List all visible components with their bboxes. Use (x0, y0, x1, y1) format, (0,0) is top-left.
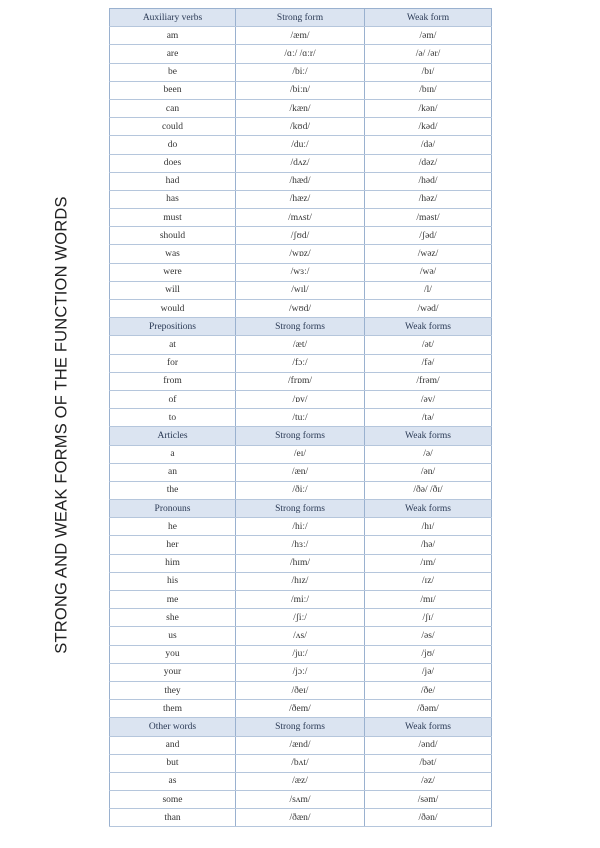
strong-form-cell: /hæz/ (236, 190, 365, 208)
column-header-weak-form: Weak forms (365, 318, 492, 336)
table-row (110, 118, 492, 136)
strong-form-cell: /ðiː/ (236, 481, 365, 499)
word-cell: his (110, 572, 236, 590)
column-header-word: Auxiliary verbs (110, 9, 236, 27)
strong-form-cell: /ænd/ (236, 736, 365, 754)
table-row (110, 591, 492, 609)
word-cell: does (110, 154, 236, 172)
table-row (110, 263, 492, 281)
word-cell: he (110, 518, 236, 536)
strong-form-cell: /miː/ (236, 591, 365, 609)
column-header-strong-form: Strong form (236, 9, 365, 27)
weak-form-cell: /wəd/ (365, 300, 492, 318)
strong-form-cell: /wɜː/ (236, 263, 365, 281)
word-cell: be (110, 63, 236, 81)
table-row (110, 154, 492, 172)
strong-form-cell: /hɜː/ (236, 536, 365, 554)
strong-form-cell: /ðem/ (236, 700, 365, 718)
table-row (110, 227, 492, 245)
table-row (110, 772, 492, 790)
table-row (110, 409, 492, 427)
weak-form-cell: /kəd/ (365, 118, 492, 136)
table-row (110, 609, 492, 627)
strong-form-cell: /ɒv/ (236, 390, 365, 408)
strong-form-cell: /ʃʊd/ (236, 227, 365, 245)
word-cell: could (110, 118, 236, 136)
table-row (110, 572, 492, 590)
weak-form-cell: /ə/ /ər/ (365, 45, 492, 63)
word-cell: him (110, 554, 236, 572)
weak-form-cell: /ðəm/ (365, 700, 492, 718)
word-cell: she (110, 609, 236, 627)
word-cell: an (110, 463, 236, 481)
weak-form-cell: /bət/ (365, 754, 492, 772)
column-header-weak-form: Weak forms (365, 718, 492, 736)
strong-form-cell: /ʌs/ (236, 627, 365, 645)
table-row (110, 518, 492, 536)
weak-form-cell: /ət/ (365, 336, 492, 354)
table-row (110, 754, 492, 772)
word-cell: some (110, 791, 236, 809)
strong-form-cell: /hiː/ (236, 518, 365, 536)
table-row (110, 791, 492, 809)
weak-form-cell: /səm/ (365, 791, 492, 809)
word-cell: but (110, 754, 236, 772)
strong-form-cell: /æz/ (236, 772, 365, 790)
strong-form-cell: /wɪl/ (236, 281, 365, 299)
word-cell: are (110, 45, 236, 63)
table-row (110, 63, 492, 81)
table-row (110, 736, 492, 754)
table-row (110, 481, 492, 499)
table-row (110, 136, 492, 154)
weak-form-cell: /hɪ/ (365, 518, 492, 536)
section-header-row (110, 9, 492, 27)
word-cell: am (110, 27, 236, 45)
column-header-strong-form: Strong forms (236, 427, 365, 445)
weak-form-cell: /əs/ (365, 627, 492, 645)
weak-form-cell: /əz/ (365, 772, 492, 790)
weak-form-cell: /tə/ (365, 409, 492, 427)
table-row (110, 172, 492, 190)
weak-form-cell: /mɪ/ (365, 591, 492, 609)
weak-form-cell: /fə/ (365, 354, 492, 372)
word-cell: must (110, 209, 236, 227)
weak-form-cell: /hə/ (365, 536, 492, 554)
word-cell: to (110, 409, 236, 427)
table-row (110, 445, 492, 463)
weak-form-cell: /həz/ (365, 190, 492, 208)
weak-form-cell: /wəz/ (365, 245, 492, 263)
word-cell: a (110, 445, 236, 463)
strong-form-cell: /dʌz/ (236, 154, 365, 172)
word-cell: can (110, 99, 236, 117)
page-title: STRONG AND WEAK FORMS OF THE FUNCTION WORDS (52, 196, 71, 654)
weak-form-cell: /ɪm/ (365, 554, 492, 572)
strong-form-cell: /biːn/ (236, 81, 365, 99)
strong-form-cell: /duː/ (236, 136, 365, 154)
column-header-word: Other words (110, 718, 236, 736)
weak-form-cell: /ənd/ (365, 736, 492, 754)
table-row (110, 627, 492, 645)
weak-form-cell: /ʃɪ/ (365, 609, 492, 627)
word-cell: your (110, 663, 236, 681)
table-row (110, 554, 492, 572)
strong-form-cell: /fɔː/ (236, 354, 365, 372)
strong-form-cell: /mʌst/ (236, 209, 365, 227)
strong-form-cell: /ʃiː/ (236, 609, 365, 627)
word-cell: was (110, 245, 236, 263)
table-row (110, 27, 492, 45)
strong-form-cell: /juː/ (236, 645, 365, 663)
weak-form-cell: /kən/ (365, 99, 492, 117)
weak-form-cell: /əm/ (365, 27, 492, 45)
table-row (110, 681, 492, 699)
word-cell: me (110, 591, 236, 609)
column-header-weak-form: Weak form (365, 9, 492, 27)
table-row (110, 81, 492, 99)
weak-form-cell: /ðən/ (365, 809, 492, 827)
strong-form-cell: /hɪz/ (236, 572, 365, 590)
weak-form-cell: /frəm/ (365, 372, 492, 390)
strong-form-cell: /æt/ (236, 336, 365, 354)
weak-form-cell: /həd/ (365, 172, 492, 190)
strong-form-cell: /frɒm/ (236, 372, 365, 390)
weak-form-cell: /məst/ (365, 209, 492, 227)
table-row (110, 99, 492, 117)
section-header-row (110, 500, 492, 518)
weak-form-cell: /ɪz/ (365, 572, 492, 590)
column-header-word: Pronouns (110, 500, 236, 518)
weak-form-cell: /l/ (365, 281, 492, 299)
word-cell: and (110, 736, 236, 754)
strong-form-cell: /ɑː/ /ɑːr/ (236, 45, 365, 63)
weak-form-cell: /əv/ (365, 390, 492, 408)
strong-form-cell: /jɔː/ (236, 663, 365, 681)
weak-form-cell: /ə/ (365, 445, 492, 463)
word-cell: would (110, 300, 236, 318)
word-cell: of (110, 390, 236, 408)
table-row (110, 300, 492, 318)
strong-form-cell: /kæn/ (236, 99, 365, 117)
weak-form-cell: /ðe/ (365, 681, 492, 699)
word-cell: for (110, 354, 236, 372)
word-cell: than (110, 809, 236, 827)
word-cell: at (110, 336, 236, 354)
column-header-word: Prepositions (110, 318, 236, 336)
weak-form-cell: /ðə/ /ðɪ/ (365, 481, 492, 499)
strong-form-cell: /hɪm/ (236, 554, 365, 572)
weak-form-cell: /jʊ/ (365, 645, 492, 663)
column-header-weak-form: Weak forms (365, 500, 492, 518)
word-cell: they (110, 681, 236, 699)
table-row (110, 336, 492, 354)
function-words-table (109, 8, 492, 827)
strong-form-cell: /sʌm/ (236, 791, 365, 809)
table-row (110, 663, 492, 681)
section-header-row (110, 427, 492, 445)
table-row (110, 390, 492, 408)
strong-form-cell: /biː/ (236, 63, 365, 81)
strong-form-cell: /ðeɪ/ (236, 681, 365, 699)
weak-form-cell: /bɪ/ (365, 63, 492, 81)
column-header-strong-form: Strong forms (236, 718, 365, 736)
table-row (110, 245, 492, 263)
word-cell: us (110, 627, 236, 645)
word-cell: been (110, 81, 236, 99)
table-row (110, 209, 492, 227)
weak-form-cell: /wə/ (365, 263, 492, 281)
weak-form-cell: /jə/ (365, 663, 492, 681)
column-header-word: Articles (110, 427, 236, 445)
strong-form-cell: /tuː/ (236, 409, 365, 427)
table-row (110, 809, 492, 827)
word-cell: do (110, 136, 236, 154)
weak-form-cell: /ʃəd/ (365, 227, 492, 245)
strong-form-cell: /kʊd/ (236, 118, 365, 136)
strong-form-cell: /æn/ (236, 463, 365, 481)
word-cell: you (110, 645, 236, 663)
table-row (110, 463, 492, 481)
strong-form-cell: /wʊd/ (236, 300, 365, 318)
weak-form-cell: /dəz/ (365, 154, 492, 172)
table-row (110, 372, 492, 390)
word-cell: her (110, 536, 236, 554)
strong-form-cell: /hæd/ (236, 172, 365, 190)
strong-form-cell: /wɒz/ (236, 245, 365, 263)
word-cell: were (110, 263, 236, 281)
section-header-row (110, 718, 492, 736)
word-cell: has (110, 190, 236, 208)
table-row (110, 354, 492, 372)
weak-form-cell: /bɪn/ (365, 81, 492, 99)
section-header-row (110, 318, 492, 336)
table-row (110, 190, 492, 208)
table-row (110, 45, 492, 63)
word-cell: should (110, 227, 236, 245)
word-cell: had (110, 172, 236, 190)
word-cell: them (110, 700, 236, 718)
table-row (110, 536, 492, 554)
strong-form-cell: /æm/ (236, 27, 365, 45)
weak-form-cell: /ən/ (365, 463, 492, 481)
strong-form-cell: /bʌt/ (236, 754, 365, 772)
word-cell: as (110, 772, 236, 790)
word-cell: from (110, 372, 236, 390)
word-cell: will (110, 281, 236, 299)
strong-form-cell: /eɪ/ (236, 445, 365, 463)
table-row (110, 281, 492, 299)
word-cell: the (110, 481, 236, 499)
table-row (110, 645, 492, 663)
column-header-weak-form: Weak forms (365, 427, 492, 445)
table-row (110, 700, 492, 718)
weak-form-cell: /də/ (365, 136, 492, 154)
strong-form-cell: /ðæn/ (236, 809, 365, 827)
column-header-strong-form: Strong forms (236, 318, 365, 336)
column-header-strong-form: Strong forms (236, 500, 365, 518)
